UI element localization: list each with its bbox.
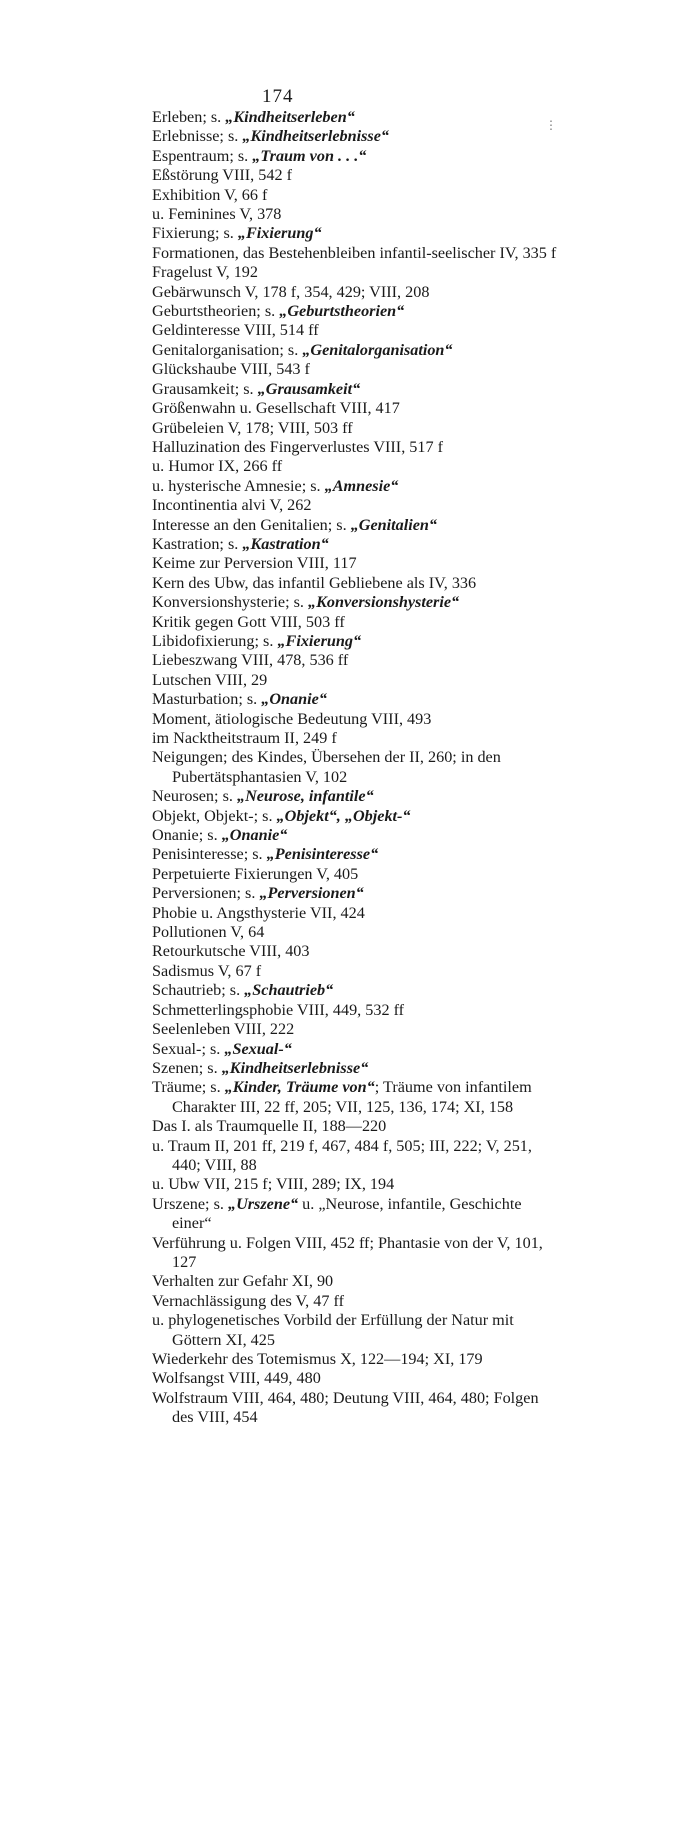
- entry-text: Formationen, das Bestehenbleiben infantil-seelischer IV, 335 f: [152, 243, 557, 262]
- entry-text: u. hysterische Amnesie; s.: [152, 476, 325, 495]
- index-entry: [152, 554, 557, 573]
- entry-text-continued: u. „Neurose, infantile, Geschichte einer“: [172, 1194, 522, 1233]
- index-entry: [152, 1175, 557, 1194]
- index-entry: [152, 710, 557, 729]
- index-entry: [152, 108, 557, 127]
- entry-text: Kritik gegen Gott VIII, 503 ff: [152, 612, 345, 631]
- index-entry: [152, 904, 557, 923]
- entry-cross-reference: „Grausamkeit“: [257, 379, 361, 398]
- entry-text: u. Ubw VII, 215 f; VIII, 289; IX, 194: [152, 1175, 395, 1194]
- index-entry: [152, 1234, 557, 1273]
- index-entry: [152, 1137, 557, 1176]
- index-entry: [152, 1059, 557, 1078]
- index-entry: [152, 671, 557, 690]
- index-entry: [152, 1292, 557, 1311]
- entry-cross-reference: „Penisinteresse“: [266, 845, 379, 864]
- index-entry: [152, 1389, 557, 1428]
- index-entry: [152, 865, 557, 884]
- margin-mark: ⋮: [545, 118, 557, 132]
- index-entry: [152, 496, 557, 515]
- index-entry: [152, 748, 557, 787]
- index-entry: [152, 787, 557, 806]
- entry-text: Fragelust V, 192: [152, 263, 258, 282]
- index-entry: [152, 360, 557, 379]
- index-entry: [152, 1311, 557, 1350]
- index-entry: [152, 477, 557, 496]
- entry-text: Incontinentia alvi V, 262: [152, 496, 312, 515]
- entry-text: Moment, ätiologische Bedeutung VIII, 493: [152, 709, 432, 728]
- entry-text: Fixierung; s.: [152, 224, 238, 243]
- index-entry: [152, 807, 557, 826]
- index-entry: [152, 244, 557, 263]
- entry-text: Erlebnisse; s.: [152, 127, 243, 146]
- entry-cross-reference: „Fixierung“: [277, 631, 362, 650]
- entry-text: im Nacktheitstraum II, 249 f: [152, 729, 337, 747]
- entry-text: Träume; s.: [152, 1078, 225, 1097]
- entry-text: Grausamkeit; s.: [152, 379, 258, 398]
- entry-text: Schautrieb; s.: [152, 981, 245, 1000]
- entry-cross-reference: „Neurose, infantile“: [236, 787, 374, 806]
- entry-text: Masturbation; s.: [152, 690, 262, 709]
- entry-cross-reference: „Fixierung“: [237, 224, 322, 243]
- index-entry: [152, 1117, 557, 1136]
- index-entry: [152, 729, 557, 748]
- entry-cross-reference: „Konversionshysterie“: [308, 593, 460, 612]
- entry-text: Geburtstheorien; s.: [152, 302, 280, 321]
- entry-cross-reference: „Objekt“, „Objekt-“: [276, 806, 411, 825]
- index-entry: [152, 651, 557, 670]
- entry-text: Objekt, Objekt-; s.: [152, 806, 277, 825]
- entry-text: Halluzination des Fingerverlustes VIII, 517 f: [152, 437, 444, 456]
- index-entry: [152, 147, 557, 166]
- entry-text: Interesse an den Genitalien; s.: [152, 515, 351, 534]
- index-entry: [152, 516, 557, 535]
- entry-text: Sexual-; s.: [152, 1039, 225, 1058]
- index-entry: [152, 399, 557, 418]
- entry-cross-reference: „Genitalorganisation“: [302, 340, 453, 359]
- index-entry: [152, 1020, 557, 1039]
- index-entry: [152, 380, 557, 399]
- index-entry: [152, 962, 557, 981]
- entry-text: Pollutionen V, 64: [152, 923, 265, 942]
- entry-text: Urszene; s.: [152, 1194, 228, 1213]
- entry-cross-reference: „Onanie“: [261, 690, 327, 709]
- index-entry: [152, 593, 557, 612]
- index-entry: [152, 942, 557, 961]
- entry-text: Retourkutsche VIII, 403: [152, 942, 310, 961]
- index-entry: [152, 341, 557, 360]
- index-entry: [152, 302, 557, 321]
- entry-text: Neurosen; s.: [152, 787, 237, 806]
- index-entry: [152, 981, 557, 1000]
- entry-text: Szenen; s.: [152, 1058, 222, 1077]
- entry-text: Kern des Ubw, das infantil Gebliebene als IV, 336: [152, 573, 477, 592]
- entry-text: Genitalorganisation; s.: [152, 340, 303, 359]
- index-entry: [152, 1195, 557, 1234]
- entry-text: u. Humor IX, 266 ff: [152, 457, 283, 476]
- index-entry: [152, 1040, 557, 1059]
- entry-text: Gebärwunsch V, 178 f, 354, 429; VIII, 208: [152, 282, 430, 301]
- index-entry: [152, 884, 557, 903]
- index-entry: [152, 1001, 557, 1020]
- index-entry: [152, 826, 557, 845]
- entry-cross-reference: „Geburtstheorien“: [279, 302, 405, 321]
- entry-text: Penisinteresse; s.: [152, 845, 267, 864]
- entry-text: Espentraum; s.: [152, 146, 253, 165]
- entry-cross-reference: „Kinder, Träume von“: [224, 1078, 375, 1097]
- index-entry: [152, 457, 557, 476]
- entry-text: Verhalten zur Gefahr XI, 90: [152, 1272, 334, 1291]
- entry-cross-reference: „Kastration“: [242, 534, 329, 553]
- index-entry: [152, 263, 557, 282]
- entry-text: Sadismus V, 67 f: [152, 961, 262, 980]
- index-entry: [152, 283, 557, 302]
- entry-cross-reference: „Genitalien“: [350, 515, 438, 534]
- entry-cross-reference: „Perversionen“: [259, 884, 364, 903]
- entry-cross-reference: „Kindheitserlebnisse“: [221, 1058, 369, 1077]
- index-entry: [152, 205, 557, 224]
- entry-text: Größenwahn u. Gesellschaft VIII, 417: [152, 399, 400, 418]
- index-entry: [152, 224, 557, 243]
- index-entry: [152, 845, 557, 864]
- index-entry: [152, 321, 557, 340]
- entry-cross-reference: „Kindheitserlebnisse“: [242, 127, 389, 146]
- entry-text: Vernachlässigung des V, 47 ff: [152, 1291, 344, 1310]
- entry-text: Wolfstraum VIII, 464, 480; Deutung VIII, 464, 480; Folgen des VIII, 454: [152, 1388, 539, 1427]
- index-entry: [152, 1272, 557, 1291]
- entry-text: Neigungen; des Kindes, Übersehen der II, 260; in den Pubertätsphantasien V, 102: [152, 748, 501, 786]
- index-entry: [152, 438, 557, 457]
- entry-text: Perpetuierte Fixierungen V, 405: [152, 864, 359, 883]
- index-entry: [152, 613, 557, 632]
- entry-cross-reference: „Urszene“: [227, 1194, 299, 1213]
- entry-cross-reference: „Kindheitserleben“: [225, 108, 355, 126]
- entry-text: Libidofixierung; s.: [152, 631, 278, 650]
- index-entry: [152, 1369, 557, 1388]
- entry-text: Eßstörung VIII, 542 f: [152, 166, 292, 185]
- entry-text: Phobie u. Angsthysterie VII, 424: [152, 903, 365, 922]
- index-entry: [152, 535, 557, 554]
- entry-cross-reference: „Sexual-“: [224, 1039, 292, 1058]
- entry-text: Liebeszwang VIII, 478, 536 ff: [152, 651, 349, 670]
- entry-cross-reference: „Schautrieb“: [244, 981, 334, 1000]
- entry-cross-reference: „Amnesie“: [324, 476, 399, 495]
- entry-text: Kastration; s.: [152, 534, 243, 553]
- index-entry: [152, 690, 557, 709]
- entry-text: Verführung u. Folgen VIII, 452 ff; Phantasie von der V, 101, 127: [152, 1233, 543, 1271]
- entry-text: u. Feminines V, 378: [152, 205, 282, 224]
- entry-text: Glückshaube VIII, 543 f: [152, 360, 310, 379]
- index-entry: [152, 166, 557, 185]
- entry-text: u. Traum II, 201 ff, 219 f, 467, 484 f, 505; III, 222; V, 251, 440; VIII, 88: [152, 1136, 532, 1174]
- page-number: 174: [262, 86, 294, 107]
- index-entry: [152, 419, 557, 438]
- entry-text: Wiederkehr des Totemismus X, 122—194; XI, 179: [152, 1350, 483, 1368]
- entry-text: Geldinteresse VIII, 514 ff: [152, 321, 319, 340]
- entry-text-continued: ; Träume von infantilem Charakter III, 22 ff, 205; VII, 125, 136, 174; XI, 158: [172, 1078, 532, 1116]
- entry-text: Lutschen VIII, 29: [152, 670, 268, 689]
- entry-text: Konversionshysterie; s.: [152, 593, 309, 612]
- entry-text: Erleben; s.: [152, 108, 226, 126]
- index-entry: [152, 632, 557, 651]
- entry-text: Wolfsangst VIII, 449, 480: [152, 1369, 321, 1388]
- index-entry: [152, 1078, 557, 1117]
- index-entry: [152, 574, 557, 593]
- entry-text: Exhibition V, 66 f: [152, 185, 268, 204]
- entry-text: Perversionen; s.: [152, 884, 260, 903]
- entry-cross-reference: „Traum von . . .“: [252, 146, 367, 165]
- index-entry: [152, 186, 557, 205]
- entry-text: Grübeleien V, 178; VIII, 503 ff: [152, 418, 353, 437]
- index-entry: [152, 127, 557, 146]
- entry-text: Schmetterlingsphobie VIII, 449, 532 ff: [152, 1000, 405, 1019]
- index-list: [152, 108, 557, 1428]
- index-entry: [152, 1350, 557, 1369]
- entry-text: Das I. als Traumquelle II, 188—220: [152, 1117, 387, 1136]
- index-entry: [152, 923, 557, 942]
- entry-text: Onanie; s.: [152, 826, 222, 845]
- entry-text: Keime zur Perversion VIII, 117: [152, 554, 357, 573]
- entry-cross-reference: „Onanie“: [221, 826, 288, 845]
- entry-text: Seelenleben VIII, 222: [152, 1020, 295, 1039]
- entry-text: u. phylogenetisches Vorbild der Erfüllung der Natur mit Göttern XI, 425: [152, 1311, 514, 1349]
